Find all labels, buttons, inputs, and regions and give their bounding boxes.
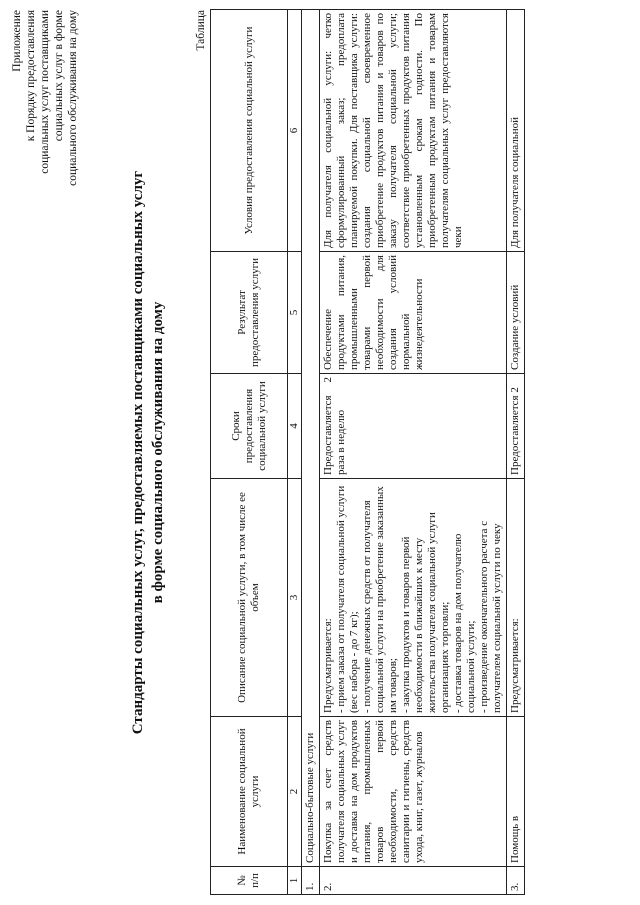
header-description: Описание социальной услуги, в том числе ее объем [211, 479, 288, 717]
service-description [320, 479, 507, 717]
section-row [302, 10, 320, 895]
row-num: 2. [320, 867, 507, 895]
header-conditions: Условия предоставления социальной услуги [211, 10, 288, 252]
header-num: № п/п [211, 867, 288, 895]
table-label: Таблица [195, 10, 207, 51]
standards-table [210, 9, 525, 895]
service-conditions: Для получателя социальной услуги: четко сформулированный заказ; предоплата планируемой покупки. Для поставщика услуги: создания социальной своевременное приобретение продуктов питания и товаров по заказу получателя социальной услуги; соответствие приобретенных продуктов питания установленным срокам годности. По приобретенным продуктам питания и товарам получателям социальных услуг предоставляются чеки [320, 10, 507, 252]
description-line: - прием заказа от получателя социальной услуги (вес набора - до 7 кг); [335, 485, 360, 713]
service-name: Покупка за счет средств получателя социальных услуг и доставка на дом продуктов питания, промышленных товаров первой необходимости, средств санитарии и гигиены, средств ухода, книг, газет, журналов [320, 717, 507, 867]
column-number: 1 [288, 867, 302, 895]
appendix-line: социальных услуг в форме [53, 10, 65, 142]
service-terms: Предоставляется 2 [507, 374, 525, 479]
column-number: 3 [288, 479, 302, 717]
appendix-line: Приложение [11, 10, 23, 72]
table-row [507, 10, 525, 895]
service-description: Предусматривается: [507, 479, 525, 717]
header-name: Наименование социальной услуги [211, 717, 288, 867]
service-name: Помощь в [507, 717, 525, 867]
service-terms: Предоставляется 2 раза в неделю [320, 374, 507, 479]
header-row [211, 10, 288, 895]
appendix-line: социального обслуживания на дому [67, 10, 79, 186]
header-result: Результат предоставления услуги [211, 252, 288, 374]
description-line: - доставка товаров на дом получателю социальной услуги; [452, 533, 477, 713]
service-result: Создание условий [507, 252, 525, 374]
header-terms: Сроки предоставления социальной услуги [211, 374, 288, 479]
description-line: - получение денежных средств от получателя социальной услуги на приобретение заказанных им товаров; [361, 486, 399, 713]
appendix-line: к Порядку предоставления [25, 10, 37, 142]
column-number: 5 [288, 252, 302, 374]
column-number-row [288, 10, 302, 895]
column-number: 2 [288, 717, 302, 867]
service-conditions: Для получателя социальной [507, 10, 525, 252]
description-line: Предусматривается: [322, 618, 334, 713]
document-subtitle: в форме социального обслуживания на дому [150, 301, 166, 604]
row-num: 3. [507, 867, 525, 895]
column-number: 4 [288, 374, 302, 479]
description-line: - закупка продуктов и товаров первой необходимости в ближайших к месту жительства получателя социальной услуги организациях торговли; [400, 512, 451, 713]
section-label: Социально-бытовые услуги [302, 10, 320, 867]
document-title: Стандарты социальных услуг, предоставляемых поставщиками социальных услуг [130, 170, 146, 735]
service-result: Обеспечение продуктами питания, промышленными товарами первой необходимости для создания условий нормальной жизнедеятельности [320, 252, 507, 374]
table-row [320, 10, 507, 895]
appendix-line: социальных услуг поставщиками [39, 10, 51, 174]
column-number: 6 [288, 10, 302, 252]
description-line: - произведение окончательного расчета с получателем социальной услуги по чеку [478, 520, 503, 713]
appendix-block [10, 10, 80, 310]
section-num: 1. [302, 867, 320, 895]
